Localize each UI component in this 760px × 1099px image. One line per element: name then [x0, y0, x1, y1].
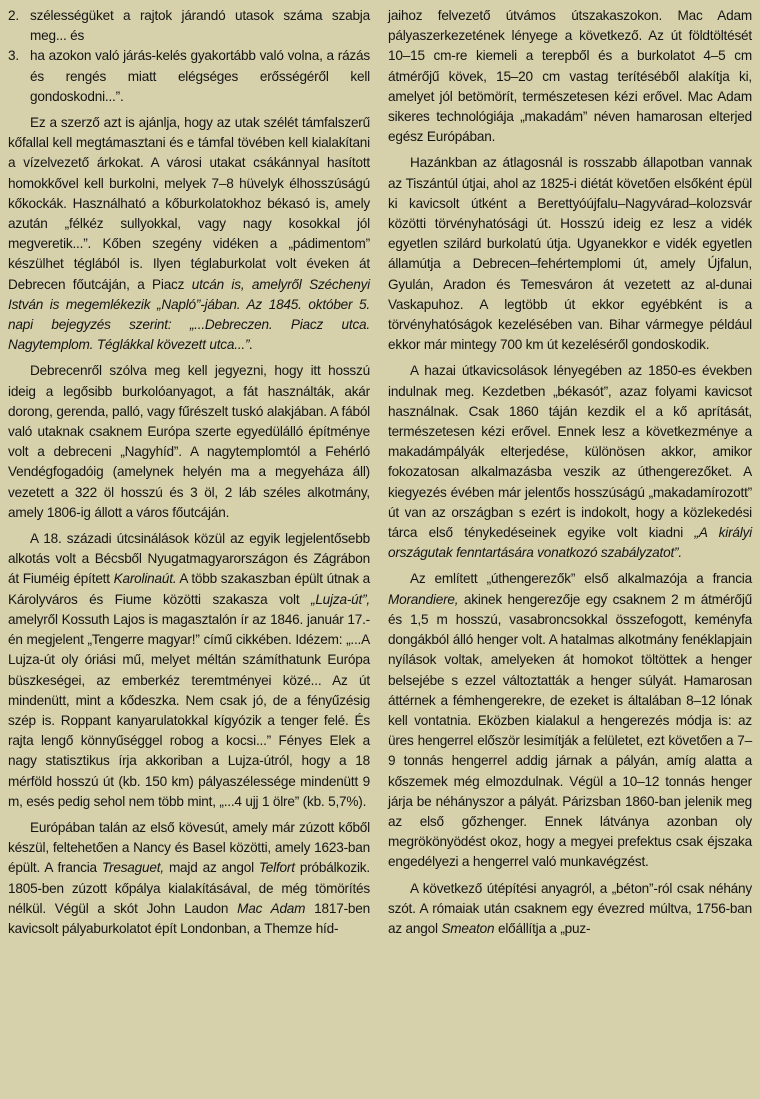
paragraph: Hazánkban az átlagosnál is rosszabb állapotban vannak az Tiszántúl útjai, ahol az 1825-i diétát követően elsőként épül ki kavicsolt útként a Berettyóújfalu–Nagyvárad–kolozsvár közötti törvényhatósági út. Hosszú ideig ez lesz a vidék egyetlen szilárd burkolatú útja. Ugyanekkor e vidék egyetlen államútja a Debrecen–fehértemplomi út, amely Újfalun, Gyulán, Aradon és Temesváron át vezetett az al-dunai Vaskapuhoz. A legtöbb út ekkor egyébként is a törvényhatóságok kezelésében van. Bihar vármegye például ekkor már mintegy 700 km út kezeléséről gondoskodik.: [388, 155, 752, 353]
paragraph: Az említett „úthengerezők” első alkalmazója a francia Morandiere, akinek hengerezője egy csaknem 2 m átmérőjű és 1,5 m hosszú, vasabroncsokkal összefogott, keményfa dongákból álló henger volt. A hatalmas alkotmány fenéklapjain nyílások voltak, amelyeken át homokot töltöttek a henger belsejébe s ezzel változtatták a henger súlyát. Hamarosan áttérnek a fémhengerekre, de ezeket is általában 8–12 lónak kell vontatnia. Eközben kialakul a hengerezés módja is: az üres hengerrel először lesimítják a felületet, ezt követően a 7–9 tonnás hengerrel addig járnak a pályán, amíg alatta a kőszemek még elmozdulnak. Végül a 10–12 tonnás henger járja be néhányszor a pályát. Párizsban 1860-ban jelenik meg az első gőzhenger. Ennek látványa azonban oly megrökönyödést okoz, hogy a megyei prefektus csak éjszaka engedélyezi a hengerrel való munkavégzést.: [388, 571, 752, 870]
list-text: ha azokon való járás-kelés gyakortább való volna, a rázás és rengés miatt elégséges erősségéről kell gondoskodni...”.: [30, 48, 370, 104]
paragraph: Ez a szerző azt is ajánlja, hogy az utak szélét támfalszerű kőfallal kell megtámasztani és e támfal tövében kell kialakítani a vízelvezető árkokat. A városi utakat csákánnyal hasított homokkővel kell burkolni, melyek 7–8 hüvelyk élhosszúságú kőkockák. Használható a kőburkolatokhoz békasó is, amely azután „félkéz sullyokkal, vagy nagy kosokkal jól megveretik...”. Kőben szegény vidéken a „pádimentom” készülhet téglából is. Ilyen téglaburkolat volt éveken át Debrecen főutcáján, a Piacz utcán is, amelyről Széchenyi István is megemlékezik „Napló”-jában. Az 1845. október 5. napi bejegyzés szerint: „...Debreczen. Piacz utca. Nagytemplom. Téglákkal kövezett utca...”.: [8, 115, 370, 353]
paragraph: jaihoz felvezető útvámos útszakaszokon. Mac Adam pályaszerkezetének lényege a következő. Az út földtöltését 10–15 cm-re kiemeli a terepből és a burkolatot 4–5 cm átmérőjű kövek, 15–20 cm vastag terítéséből alakítja ki, amelyet jól betömörít, természetesen kézi erővel. Mac Adam sikeres technológiája „makadám” néven hamarosan elterjed egész Európában.: [388, 8, 752, 145]
list-item: [8, 6, 370, 46]
paragraph: Európában talán az első kövesút, amely már zúzott kőből készül, feltehetően a Nancy és Basel közötti, amely 1623-ban épült. A francia Tresaguet, majd az angol Telfort próbálkozik. 1805-ben zúzott kőpálya kialakításával, de még tömörítés nélkül. Végül a skót John Laudon Mac Adam 1817-ben kavicsolt pályaburkolatot épít Londonban, a Themze híd-: [8, 819, 371, 936]
list-number: 2.: [8, 8, 19, 23]
paragraph: A 18. századi útcsinálások közül az egyik legjelentősebb alkotás volt a Bécsből Nyugatmagyarországon és Zágrábon át Fiuméig épített Karolinaút. A több szakaszban épült útnak a Károlyváros és Fiume közötti szakasza volt „Lujza-út”, amelyről Kossuth Lajos is magasztalón ír az 1846. január 17.-én megjelent „Tengerre magyar!” című cikkében. Idézem: „...A Lujza-út oly óriási mű, melyet méltán számíthatunk Európa büszkeségei, az emberkéz teremtményei közé... Az út mindenütt, mint a kődeszka. Nem csak jó, de a fényűzésig szép is. Roppant kanyarulatokkal kígyózik a tenger felé. És rajta lengő könnyűséggel robog a kocsi...” Fényes Elek a nagy statisztikus írja akkoriban a Lujza-útról, hogy a 18 mérföld hosszú út (kb. 150 km) pályaszélessége mindenütt 9 m, esés pedig sehol nem több mint, „...4 ujj 1 ölre” (kb. 5,7%).: [8, 531, 370, 809]
left-column: [8, 6, 370, 939]
list-item: [8, 46, 370, 107]
paragraph: A hazai útkavicsolások lényegében az 1850-es években indulnak meg. Kezdetben „békasót”, azaz folyami kavicsot használnak. Csak 1860 táján kezdik el a kő aprítását, természetesen kézi erővel. Ennek lesz a következménye a makadámpályák elterjedése, különösen akkor, amikor fokozatosan alkalmazásba veszik az úthengerezőket. A kiegyezés évében már jelentős hosszúságú „makadamírozott” út van az országban s ezért is indokolt, hogy a közlekedési tárca első ténykedéseinek egyike volt kiadni „A királyi országutak fenntartására vonatkozó szabályzatot”.: [388, 363, 752, 561]
right-column: [388, 6, 752, 939]
paragraph: A következő útépítési anyagról, a „béton”-ról csak néhány szót. A rómaiak után csaknem egy évezred múltva, 1756-ban az angol Smeaton előállítja a „puz-: [388, 880, 752, 936]
list-number: 3.: [8, 48, 19, 64]
list-text: szélességüket a rajtok járandó utasok száma szabja meg... és: [30, 8, 370, 44]
paragraph: Debrecenről szólva meg kell jegyezni, hogy itt hosszú ideig a legősibb burkolóanyagot, a fát használták, akár dorong, gerenda, palló, vagy fűrészelt tuskó alakjában. A fából való utaknak csaknem Európa szerte egyedülálló építménye volt a debreceni „Nagyhíd”. A nagytemplomtól a Fehérló Vendégfogadóig (amelynek helyén ma a megyeháza áll) vezetett a 322 öl hosszú és 3 öl, 2 láb széles alkotmány, amely 1806-ig állott a város főutcáján.: [8, 363, 370, 520]
